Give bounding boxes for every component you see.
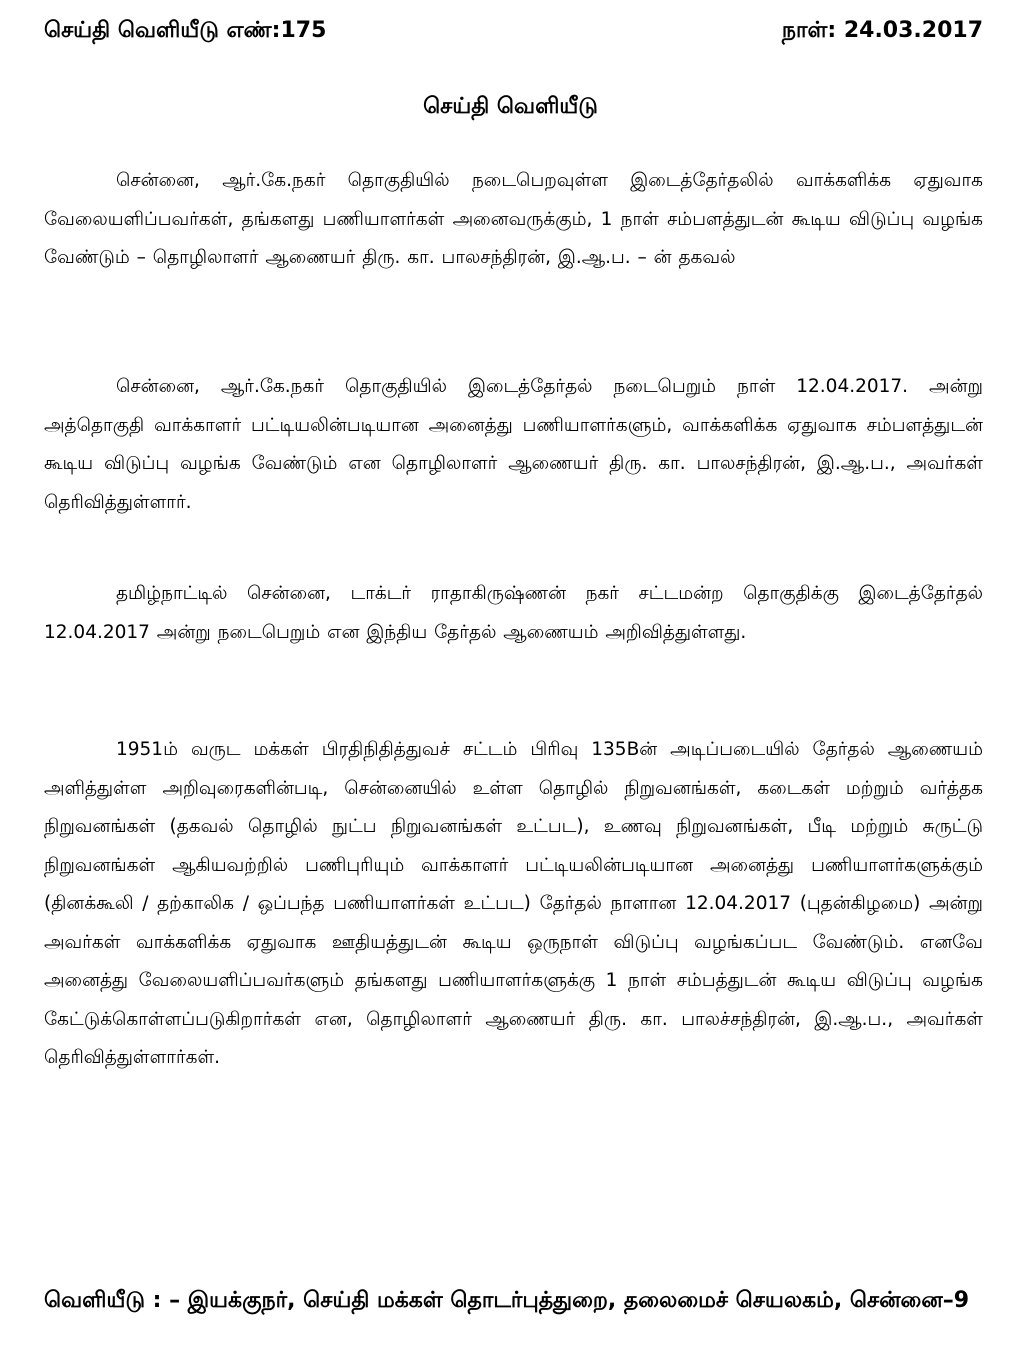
document-title: செய்தி வெளியீடு <box>423 94 598 119</box>
release-number: செய்தி வெளியீடு எண்:175 <box>44 18 327 43</box>
document-header <box>44 14 983 48</box>
paragraph-announcement: தமிழ்நாட்டில் சென்னை, டாக்டர் ராதாகிருஷ்ணன் நகர் சட்டமன்ற தொகுதிக்கு இடைத்தேர்தல் 12.04.2017 அன்று நடைபெறும் என இந்திய தேர்தல் ஆணையம் அறிவித்துள்ளது. <box>44 583 983 643</box>
paragraph-instructions: 1951ம் வருட மக்கள் பிரதிநிதித்துவச் சட்டம் பிரிவு 135Bன் அடிப்படையில் தேர்தல் ஆணையம் அளித்துள்ள அறிவுரைகளின்படி, சென்னையில் உள்ள தொழில் நிறுவனங்கள், கடைகள் மற்றும் வர்த்தக நிறுவனங்கள் (தகவல் தொழில் நுட்ப நிறுவனங்கள் உட்பட), உணவு நிறுவனங்கள், பீடி மற்றும் சுருட்டு நிறுவனங்கள் ஆகியவற்றில் பணிபுரியும் வாக்காளர் பட்டியலின்படியான அனைத்து பணியாளர்களுக்கும் (தினக்கூலி / தற்காலிக / ஒப்பந்த பணியாளர்கள் உட்பட) தேர்தல் நாளான 12.04.2017 (புதன்கிழமை) அன்று அவர்கள் வாக்களிக்க ஏதுவாக ஊதியத்துடன் கூடிய ஒருநாள் விடுப்பு வழங்கப்பட வேண்டும். எனவே அனைத்து வேலையளிப்பவர்களும் தங்களது பணியாளர்களுக்கு 1 நாள் சம்பத்துடன் கூடிய விடுப்பு வழங்க கேட்டுக்கொள்ளப்படுகிறார்கள் என, தொழிலாளர் ஆணையர் திரு. கா. பாலச்சந்திரன், இ.ஆ.ப., அவர்கள் தெரிவித்துள்ளார்கள். <box>44 739 983 1068</box>
issuer-footer: வெளியீடு : – இயக்குநர், செய்தி மக்கள் தொடர்புத்துறை, தலைமைச் செயலகம், சென்னை–9 <box>44 1288 969 1313</box>
paragraph-summary: சென்னை, ஆர்.கே.நகர் தொகுதியில் நடைபெறவுள்ள இடைத்தேர்தலில் வாக்களிக்க ஏதுவாக வேலையளிப்பவர்கள், தங்களது பணியாளர்கள் அனைவருக்கும், 1 நாள் சம்பளத்துடன் கூடிய விடுப்பு வழங்க வேண்டும் – தொழிலாளர் ஆணையர் திரு. கா. பாலசந்திரன், இ.ஆ.ப. – ன் தகவல் <box>44 170 983 268</box>
paragraph-election-date: சென்னை, ஆர்.கே.நகர் தொகுதியில் இடைத்தேர்தல் நடைபெறும் நாள் 12.04.2017. அன்று அத்தொகுதி வாக்காளர் பட்டியலின்படியான அனைத்து பணியாளர்களும், வாக்களிக்க ஏதுவாக சம்பளத்துடன் கூடிய விடுப்பு வழங்க வேண்டும் என தொழிலாளர் ஆணையர் திரு. கா. பாலசந்திரன், இ.ஆ.ப., அவர்கள் தெரிவித்துள்ளார். <box>44 376 983 513</box>
release-date: நாள்: 24.03.2017 <box>781 18 983 43</box>
